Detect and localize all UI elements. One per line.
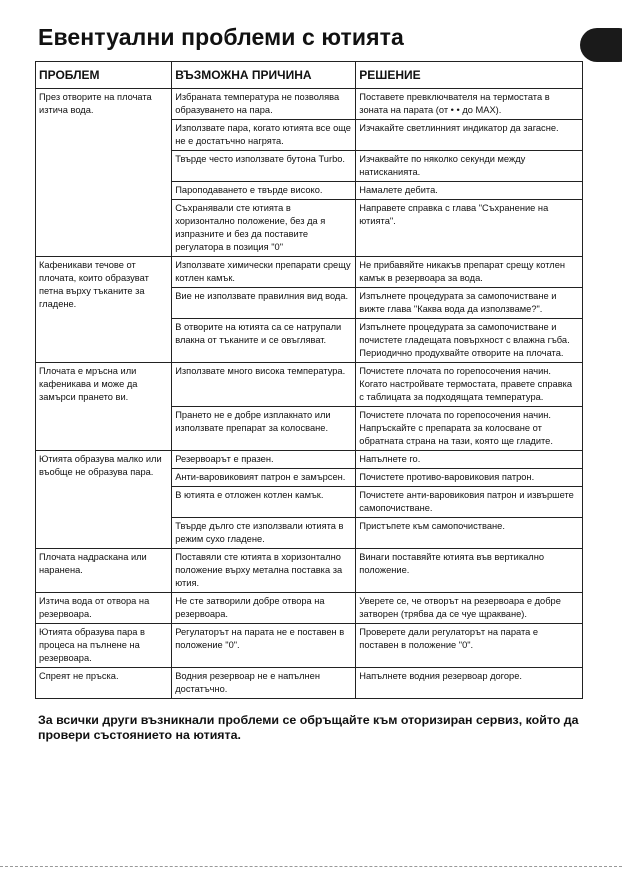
problem-cell: Кафеникави течове от плочата, които образуват петна върху тъканите за гладене. — [36, 257, 172, 363]
cause-cell: Твърде често използвате бутона Turbo. — [172, 151, 356, 182]
table-row — [36, 624, 583, 668]
problem-cell: Плочата е мръсна или кафеникава и може да замърси прането ви. — [36, 363, 172, 451]
page-bottom-divider — [0, 866, 622, 867]
header-problem: ПРОБЛЕМ — [36, 62, 172, 89]
solution-cell: Изчаквайте по няколко секунди между натисканията. — [356, 151, 583, 182]
cause-cell: В ютията е отложен котлен камък. — [172, 487, 356, 518]
table-row — [36, 549, 583, 593]
table-header-row — [36, 62, 583, 89]
solution-cell: Почистете плочата по горепосочения начин. Когато настройвате термостата, правете справка с таблицата за подходящата температура. — [356, 363, 583, 407]
troubleshooting-table — [35, 61, 583, 699]
solution-cell: Пристъпете към самопочистване. — [356, 518, 583, 549]
cause-cell: Пароподаването е твърде високо. — [172, 182, 356, 200]
problem-cell: Ютията образува малко или въобще не образува пара. — [36, 451, 172, 549]
problem-cell: Ютията образува пара в процеса на пълнене на резервоара. — [36, 624, 172, 668]
solution-cell: Почистете противо-варовиковия патрон. — [356, 469, 583, 487]
solution-cell: Почистете анти-варовиковия патрон и извършете самопочистване. — [356, 487, 583, 518]
cause-cell: Твърде дълго сте използвали ютията в режим сухо гладене. — [172, 518, 356, 549]
language-tab-marker — [580, 28, 622, 62]
cause-cell: Анти-варовиковият патрон е замърсен. — [172, 469, 356, 487]
solution-cell: Не прибавяйте никакъв препарат срещу котлен камък в резервоара за вода. — [356, 257, 583, 288]
solution-cell: Винаги поставяйте ютията във вертикално положение. — [356, 549, 583, 593]
solution-cell: Напълнете го. — [356, 451, 583, 469]
cause-cell: Прането не е добре изплакнато или използвате препарат за колосване. — [172, 407, 356, 451]
cause-cell: Използвате пара, когато ютията все още не е достатъчно нагрята. — [172, 120, 356, 151]
solution-cell: Изпълнете процедурата за самопочистване и почистете гладещата повърхност с влажна гъба. Периодично продухвайте отворите на плочата. — [356, 319, 583, 363]
solution-cell: Почистете плочата по горепосочения начин. Напръскайте с препарата за колосване от обратната страна на тази, която ще гладите. — [356, 407, 583, 451]
cause-cell: Резервоарът е празен. — [172, 451, 356, 469]
problem-cell: Плочата надраскана или наранена. — [36, 549, 172, 593]
table-row — [36, 593, 583, 624]
page-title: Евентуални проблеми с ютията — [38, 24, 404, 50]
problem-cell: Спреят не пръска. — [36, 668, 172, 699]
header-cause: ВЪЗМОЖНА ПРИЧИНА — [172, 62, 356, 89]
cause-cell: Не сте затворили добре отвора на резервоара. — [172, 593, 356, 624]
problem-cell: През отворите на плочата изтича вода. — [36, 89, 172, 257]
cause-cell: Избраната температура не позволява образуването на пара. — [172, 89, 356, 120]
solution-cell: Изчакайте светлинният индикатор да загасне. — [356, 120, 583, 151]
solution-cell: Направете справка с глава "Съхранение на ютията". — [356, 200, 583, 257]
cause-cell: В отворите на ютията са се натрупали влакна от тъканите и се овъгляват. — [172, 319, 356, 363]
service-note: За всички други възникнали проблеми се обръщайте към оторизиран сервиз, който да провери състоянието на ютията. — [38, 713, 579, 742]
problem-cell: Изтича вода от отвора на резервоара. — [36, 593, 172, 624]
table-row — [36, 89, 583, 120]
cause-cell: Вие не използвате правилния вид вода. — [172, 288, 356, 319]
cause-cell: Използвате химически препарати срещу котлен камък. — [172, 257, 356, 288]
table-row — [36, 257, 583, 288]
header-solution: РЕШЕНИЕ — [356, 62, 583, 89]
cause-cell: Регулаторът на парата не е поставен в положение "0". — [172, 624, 356, 668]
table-row — [36, 451, 583, 469]
table-row — [36, 668, 583, 699]
solution-cell: Проверете дали регулаторът на парата е поставен в положение "0". — [356, 624, 583, 668]
solution-cell: Напълнете водния резервоар догоре. — [356, 668, 583, 699]
solution-cell: Изпълнете процедурата за самопочистване и вижте глава "Каква вода да използваме?". — [356, 288, 583, 319]
cause-cell: Съхранявали сте ютията в хоризонтално положение, без да я изпразните и без да поставите регулатора в позиция "0" — [172, 200, 356, 257]
table-row — [36, 363, 583, 407]
solution-cell: Уверете се, че отворът на резервоара е добре затворен (трябва да се чуе щракване). — [356, 593, 583, 624]
cause-cell: Поставяли сте ютията в хоризонтално положение върху метална поставка за ютия. — [172, 549, 356, 593]
solution-cell: Намалете дебита. — [356, 182, 583, 200]
cause-cell: Водния резервоар не е напълнен достатъчно. — [172, 668, 356, 699]
cause-cell: Използвате много висока температура. — [172, 363, 356, 407]
solution-cell: Поставете превключвателя на термостата в зоната на парата (от • • до MAX). — [356, 89, 583, 120]
